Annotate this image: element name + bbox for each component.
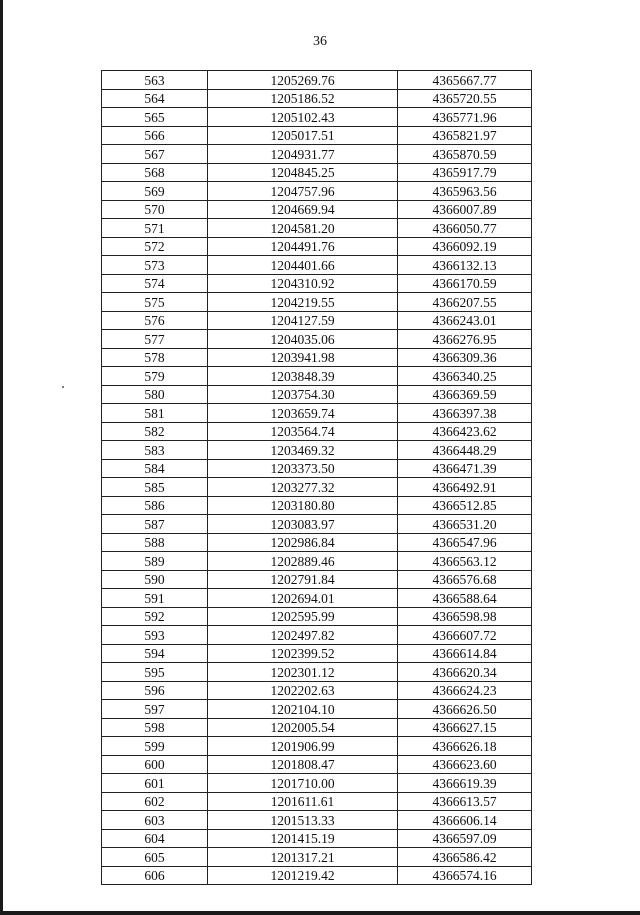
y-coordinate-cell: 4366626.18 <box>398 737 532 756</box>
x-coordinate-cell: 1204845.25 <box>208 163 398 182</box>
table-row <box>102 589 532 608</box>
x-coordinate-cell: 1204757.96 <box>208 182 398 201</box>
table-row <box>102 626 532 645</box>
y-coordinate-cell: 4366597.09 <box>398 829 532 848</box>
point-number-cell: 587 <box>102 515 208 534</box>
coordinates-table-body <box>102 71 532 885</box>
y-coordinate-cell: 4366623.60 <box>398 755 532 774</box>
point-number-cell: 605 <box>102 848 208 867</box>
table-row <box>102 89 532 108</box>
y-coordinate-cell: 4366620.34 <box>398 663 532 682</box>
x-coordinate-cell: 1204127.59 <box>208 311 398 330</box>
x-coordinate-cell: 1203373.50 <box>208 459 398 478</box>
table-row <box>102 145 532 164</box>
table-row <box>102 71 532 90</box>
point-number-cell: 565 <box>102 108 208 127</box>
point-number-cell: 589 <box>102 552 208 571</box>
x-coordinate-cell: 1204035.06 <box>208 330 398 349</box>
x-coordinate-cell: 1205017.51 <box>208 126 398 145</box>
point-number-cell: 569 <box>102 182 208 201</box>
point-number-cell: 606 <box>102 866 208 885</box>
x-coordinate-cell: 1204581.20 <box>208 219 398 238</box>
x-coordinate-cell: 1202986.84 <box>208 533 398 552</box>
y-coordinate-cell: 4366627.15 <box>398 718 532 737</box>
x-coordinate-cell: 1203941.98 <box>208 348 398 367</box>
y-coordinate-cell: 4365870.59 <box>398 145 532 164</box>
x-coordinate-cell: 1202595.99 <box>208 607 398 626</box>
point-number-cell: 568 <box>102 163 208 182</box>
x-coordinate-cell: 1202694.01 <box>208 589 398 608</box>
table-row <box>102 441 532 460</box>
coordinates-table-wrapper <box>101 70 531 885</box>
x-coordinate-cell: 1201710.00 <box>208 774 398 793</box>
table-row <box>102 348 532 367</box>
y-coordinate-cell: 4366574.16 <box>398 866 532 885</box>
x-coordinate-cell: 1203083.97 <box>208 515 398 534</box>
point-number-cell: 571 <box>102 219 208 238</box>
y-coordinate-cell: 4366309.36 <box>398 348 532 367</box>
point-number-cell: 566 <box>102 126 208 145</box>
table-row <box>102 367 532 386</box>
x-coordinate-cell: 1202791.84 <box>208 570 398 589</box>
table-row <box>102 755 532 774</box>
x-coordinate-cell: 1203754.30 <box>208 385 398 404</box>
y-coordinate-cell: 4366369.59 <box>398 385 532 404</box>
point-number-cell: 576 <box>102 311 208 330</box>
x-coordinate-cell: 1203848.39 <box>208 367 398 386</box>
point-number-cell: 575 <box>102 293 208 312</box>
x-coordinate-cell: 1201513.33 <box>208 811 398 830</box>
x-coordinate-cell: 1201415.19 <box>208 829 398 848</box>
x-coordinate-cell: 1205269.76 <box>208 71 398 90</box>
table-row <box>102 237 532 256</box>
y-coordinate-cell: 4366607.72 <box>398 626 532 645</box>
x-coordinate-cell: 1204401.66 <box>208 256 398 275</box>
point-number-cell: 574 <box>102 274 208 293</box>
table-row <box>102 829 532 848</box>
point-number-cell: 583 <box>102 441 208 460</box>
point-number-cell: 584 <box>102 459 208 478</box>
point-number-cell: 604 <box>102 829 208 848</box>
table-row <box>102 792 532 811</box>
table-row <box>102 700 532 719</box>
table-row <box>102 663 532 682</box>
x-coordinate-cell: 1204931.77 <box>208 145 398 164</box>
point-number-cell: 567 <box>102 145 208 164</box>
table-row <box>102 496 532 515</box>
y-coordinate-cell: 4366243.01 <box>398 311 532 330</box>
y-coordinate-cell: 4366547.96 <box>398 533 532 552</box>
y-coordinate-cell: 4366276.95 <box>398 330 532 349</box>
point-number-cell: 591 <box>102 589 208 608</box>
point-number-cell: 599 <box>102 737 208 756</box>
point-number-cell: 586 <box>102 496 208 515</box>
y-coordinate-cell: 4366598.98 <box>398 607 532 626</box>
y-coordinate-cell: 4366619.39 <box>398 774 532 793</box>
x-coordinate-cell: 1203564.74 <box>208 422 398 441</box>
x-coordinate-cell: 1204310.92 <box>208 274 398 293</box>
x-coordinate-cell: 1205186.52 <box>208 89 398 108</box>
table-row <box>102 718 532 737</box>
y-coordinate-cell: 4366563.12 <box>398 552 532 571</box>
table-row <box>102 256 532 275</box>
y-coordinate-cell: 4366492.91 <box>398 478 532 497</box>
table-row <box>102 774 532 793</box>
point-number-cell: 570 <box>102 200 208 219</box>
table-row <box>102 108 532 127</box>
x-coordinate-cell: 1203277.32 <box>208 478 398 497</box>
y-coordinate-cell: 4366588.64 <box>398 589 532 608</box>
table-row <box>102 126 532 145</box>
point-number-cell: 588 <box>102 533 208 552</box>
y-coordinate-cell: 4366050.77 <box>398 219 532 238</box>
y-coordinate-cell: 4365963.56 <box>398 182 532 201</box>
x-coordinate-cell: 1202889.46 <box>208 552 398 571</box>
point-number-cell: 577 <box>102 330 208 349</box>
table-row <box>102 293 532 312</box>
table-row <box>102 311 532 330</box>
point-number-cell: 572 <box>102 237 208 256</box>
table-row <box>102 385 532 404</box>
x-coordinate-cell: 1204491.76 <box>208 237 398 256</box>
x-coordinate-cell: 1202399.52 <box>208 644 398 663</box>
point-number-cell: 603 <box>102 811 208 830</box>
table-row <box>102 737 532 756</box>
table-row <box>102 182 532 201</box>
x-coordinate-cell: 1202202.63 <box>208 681 398 700</box>
y-coordinate-cell: 4366423.62 <box>398 422 532 441</box>
point-number-cell: 578 <box>102 348 208 367</box>
x-coordinate-cell: 1205102.43 <box>208 108 398 127</box>
y-coordinate-cell: 4366471.39 <box>398 459 532 478</box>
y-coordinate-cell: 4366606.14 <box>398 811 532 830</box>
x-coordinate-cell: 1202301.12 <box>208 663 398 682</box>
scan-edge-bottom <box>0 911 640 915</box>
table-row <box>102 533 532 552</box>
y-coordinate-cell: 4366576.68 <box>398 570 532 589</box>
y-coordinate-cell: 4366092.19 <box>398 237 532 256</box>
point-number-cell: 594 <box>102 644 208 663</box>
x-coordinate-cell: 1204219.55 <box>208 293 398 312</box>
y-coordinate-cell: 4365720.55 <box>398 89 532 108</box>
y-coordinate-cell: 4366626.50 <box>398 700 532 719</box>
y-coordinate-cell: 4366531.20 <box>398 515 532 534</box>
point-number-cell: 597 <box>102 700 208 719</box>
y-coordinate-cell: 4366613.57 <box>398 792 532 811</box>
y-coordinate-cell: 4365917.79 <box>398 163 532 182</box>
point-number-cell: 582 <box>102 422 208 441</box>
x-coordinate-cell: 1202497.82 <box>208 626 398 645</box>
point-number-cell: 602 <box>102 792 208 811</box>
point-number-cell: 598 <box>102 718 208 737</box>
x-coordinate-cell: 1201317.21 <box>208 848 398 867</box>
y-coordinate-cell: 4366512.85 <box>398 496 532 515</box>
point-number-cell: 564 <box>102 89 208 108</box>
point-number-cell: 593 <box>102 626 208 645</box>
table-row <box>102 274 532 293</box>
point-number-cell: 600 <box>102 755 208 774</box>
y-coordinate-cell: 4365667.77 <box>398 71 532 90</box>
x-coordinate-cell: 1201611.61 <box>208 792 398 811</box>
point-number-cell: 596 <box>102 681 208 700</box>
table-row <box>102 200 532 219</box>
table-row <box>102 644 532 663</box>
point-number-cell: 563 <box>102 71 208 90</box>
x-coordinate-cell: 1203469.32 <box>208 441 398 460</box>
table-row <box>102 459 532 478</box>
x-coordinate-cell: 1201808.47 <box>208 755 398 774</box>
coordinates-table <box>101 70 532 885</box>
y-coordinate-cell: 4366207.55 <box>398 293 532 312</box>
point-number-cell: 581 <box>102 404 208 423</box>
y-coordinate-cell: 4366614.84 <box>398 644 532 663</box>
table-row <box>102 607 532 626</box>
table-row <box>102 866 532 885</box>
point-number-cell: 595 <box>102 663 208 682</box>
y-coordinate-cell: 4366170.59 <box>398 274 532 293</box>
point-number-cell: 579 <box>102 367 208 386</box>
x-coordinate-cell: 1201906.99 <box>208 737 398 756</box>
table-row <box>102 163 532 182</box>
table-row <box>102 219 532 238</box>
point-number-cell: 592 <box>102 607 208 626</box>
table-row <box>102 570 532 589</box>
table-row <box>102 515 532 534</box>
point-number-cell: 573 <box>102 256 208 275</box>
table-row <box>102 404 532 423</box>
y-coordinate-cell: 4366586.42 <box>398 848 532 867</box>
y-coordinate-cell: 4366624.23 <box>398 681 532 700</box>
x-coordinate-cell: 1201219.42 <box>208 866 398 885</box>
table-row <box>102 848 532 867</box>
y-coordinate-cell: 4366340.25 <box>398 367 532 386</box>
page-number: 36 <box>313 34 327 49</box>
y-coordinate-cell: 4365821.97 <box>398 126 532 145</box>
x-coordinate-cell: 1204669.94 <box>208 200 398 219</box>
y-coordinate-cell: 4365771.96 <box>398 108 532 127</box>
scan-edge-left <box>0 0 3 915</box>
y-coordinate-cell: 4366007.89 <box>398 200 532 219</box>
table-row <box>102 811 532 830</box>
point-number-cell: 590 <box>102 570 208 589</box>
y-coordinate-cell: 4366397.38 <box>398 404 532 423</box>
table-row <box>102 681 532 700</box>
x-coordinate-cell: 1203659.74 <box>208 404 398 423</box>
table-row <box>102 422 532 441</box>
table-row <box>102 478 532 497</box>
point-number-cell: 601 <box>102 774 208 793</box>
point-number-cell: 585 <box>102 478 208 497</box>
scan-speck <box>62 386 64 388</box>
y-coordinate-cell: 4366448.29 <box>398 441 532 460</box>
point-number-cell: 580 <box>102 385 208 404</box>
table-row <box>102 552 532 571</box>
x-coordinate-cell: 1202005.54 <box>208 718 398 737</box>
x-coordinate-cell: 1202104.10 <box>208 700 398 719</box>
table-row <box>102 330 532 349</box>
x-coordinate-cell: 1203180.80 <box>208 496 398 515</box>
y-coordinate-cell: 4366132.13 <box>398 256 532 275</box>
